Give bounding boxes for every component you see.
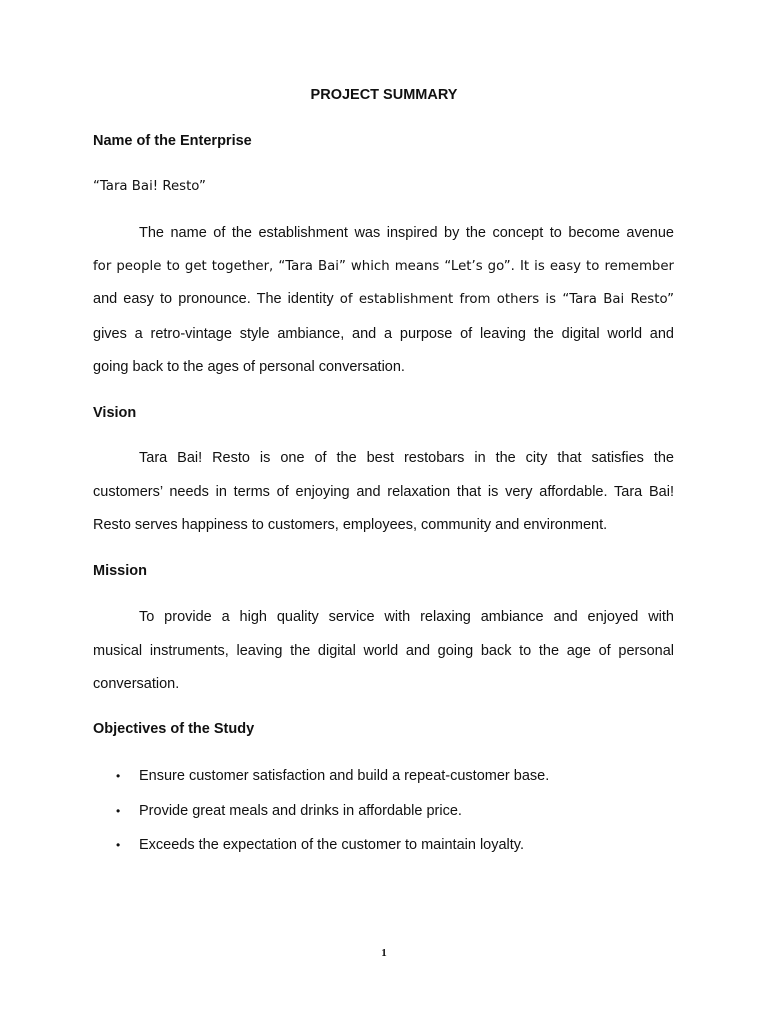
objective-text: Exceeds the expectation of the customer to maintain loyalty. (139, 837, 524, 853)
bullet-icon: • (116, 769, 121, 783)
bullet-icon: • (116, 804, 121, 818)
enterprise-heading: Name of the Enterprise (93, 133, 252, 149)
enterprise-name: “Tara Bai! Resto” (93, 179, 206, 194)
mission-heading: Mission (93, 563, 147, 579)
list-item (116, 768, 549, 784)
enterprise-paragraph-line: for people to get together, “Tara Bai” which means “Let’s go”. It is easy to remember (93, 259, 674, 274)
vision-paragraph-line: Resto serves happiness to customers, employees, community and environment. (93, 517, 608, 533)
objective-text: Ensure customer satisfaction and build a repeat-customer base. (139, 768, 550, 784)
enterprise-paragraph-segment: and easy to pronounce. The identity (93, 291, 340, 307)
mission-paragraph-line: musical instruments, leaving the digital world and going back to the age of personal (93, 643, 674, 659)
enterprise-paragraph-line: going back to the ages of personal conversation. (93, 359, 405, 375)
vision-paragraph-line: customers’ needs in terms of enjoying and relaxation that is very affordable. Tara Bai! (93, 484, 674, 500)
enterprise-paragraph-segment: of establishment from others is “Tara Bai Resto” (339, 292, 674, 307)
page-title: PROJECT SUMMARY (310, 87, 458, 103)
mission-paragraph-line: To provide a high quality service with relaxing ambiance and enjoyed with (139, 609, 674, 625)
mission-paragraph-line: conversation. (93, 676, 180, 692)
list-item (116, 837, 524, 853)
vision-heading: Vision (93, 405, 137, 421)
objective-text: Provide great meals and drinks in affordable price. (139, 803, 462, 819)
enterprise-paragraph-line: The name of the establishment was inspired by the concept to become avenue (139, 225, 674, 241)
enterprise-paragraph-line: gives a retro-vintage style ambiance, and a purpose of leaving the digital world and (93, 326, 674, 342)
objectives-heading: Objectives of the Study (93, 721, 255, 737)
list-item (116, 803, 462, 819)
enterprise-paragraph-line (93, 291, 674, 307)
page-number: 1 (381, 947, 387, 959)
vision-paragraph-line: Tara Bai! Resto is one of the best restobars in the city that satisfies the (139, 450, 674, 466)
bullet-icon: • (116, 838, 121, 852)
